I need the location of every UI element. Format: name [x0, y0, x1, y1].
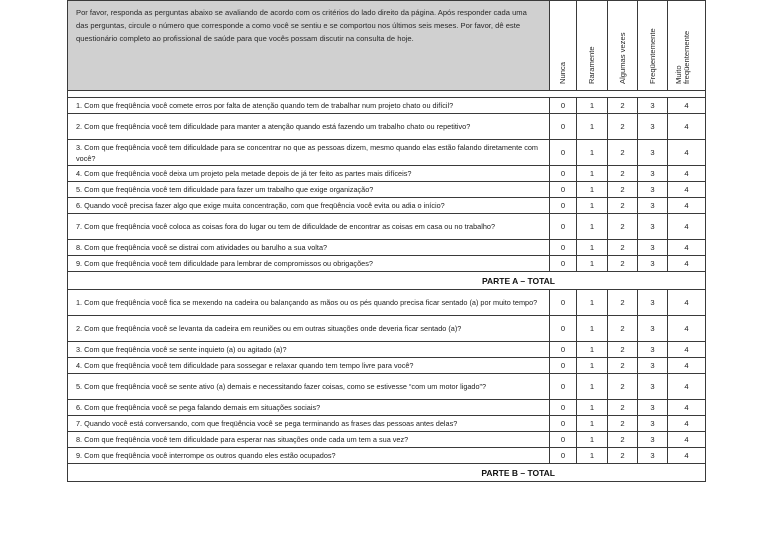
score-option-4[interactable]: 4	[668, 416, 706, 432]
score-option-1[interactable]: 1	[577, 240, 608, 256]
question-row	[68, 114, 706, 140]
score-option-2[interactable]: 2	[608, 400, 638, 416]
question-text: 1. Com que freqüência você fica se mexendo na cadeira ou balançando as mãos ou os pés quando precisa ficar sentado (a) por muito tempo?	[68, 290, 550, 316]
score-option-0[interactable]: 0	[550, 448, 577, 464]
score-option-1[interactable]: 1	[577, 140, 608, 166]
question-text: 3. Com que freqüência você se sente inquieto (a) ou agitado (a)?	[68, 342, 550, 358]
instructions-text: Por favor, responda as perguntas abaixo se avaliando de acordo com os critérios do lado direito da página. Após responder cada uma das perguntas, circule o número que corresponde a como você se sentiu e se comportou nos últimos seis meses. Por favor, dê este questionário completo ao profissional de saúde para que vocês possam discutir na consulta de hoje.	[68, 1, 550, 91]
score-option-2[interactable]: 2	[608, 342, 638, 358]
score-option-0[interactable]: 0	[550, 416, 577, 432]
score-option-4[interactable]: 4	[668, 448, 706, 464]
score-option-4[interactable]: 4	[668, 114, 706, 140]
question-row	[68, 166, 706, 182]
header-row	[68, 1, 706, 91]
score-option-4[interactable]: 4	[668, 342, 706, 358]
score-option-3[interactable]: 3	[638, 182, 668, 198]
question-text: 9. Com que freqüência você interrompe os outros quando eles estão ocupados?	[68, 448, 550, 464]
score-option-4[interactable]: 4	[668, 256, 706, 272]
question-text: 2. Com que freqüência você se levanta da cadeira em reuniões ou em outras situações onde deveria ficar sentado (a)?	[68, 316, 550, 342]
header-label: Raramente	[587, 46, 596, 84]
score-option-3[interactable]: 3	[638, 256, 668, 272]
score-option-3[interactable]: 3	[638, 98, 668, 114]
score-option-2[interactable]: 2	[608, 416, 638, 432]
score-option-4[interactable]: 4	[668, 198, 706, 214]
score-option-3[interactable]: 3	[638, 166, 668, 182]
score-option-2[interactable]: 2	[608, 448, 638, 464]
question-row	[68, 400, 706, 416]
question-row	[68, 290, 706, 316]
score-option-2[interactable]: 2	[608, 98, 638, 114]
part-total-row	[68, 272, 706, 290]
header-label: Muito freqüentemente	[673, 30, 691, 84]
question-text: 5. Com que freqüência você se sente ativo (a) demais e necessitando fazer coisas, como se estivesse “com um motor ligado”?	[68, 374, 550, 400]
score-option-2[interactable]: 2	[608, 256, 638, 272]
score-option-1[interactable]: 1	[577, 214, 608, 240]
score-option-3[interactable]: 3	[638, 240, 668, 256]
score-option-0[interactable]: 0	[550, 432, 577, 448]
score-option-3[interactable]: 3	[638, 214, 668, 240]
score-option-3[interactable]: 3	[638, 140, 668, 166]
header-often	[638, 1, 668, 91]
question-text: 8. Com que freqüência você tem dificuldade para esperar nas situações onde cada um tem a sua vez?	[68, 432, 550, 448]
score-option-1[interactable]: 1	[577, 342, 608, 358]
score-option-1[interactable]: 1	[577, 316, 608, 342]
score-option-0[interactable]: 0	[550, 316, 577, 342]
score-option-0[interactable]: 0	[550, 290, 577, 316]
question-text: 6. Quando você precisa fazer algo que exige muita concentração, com que freqüência você evita ou adia o início?	[68, 198, 550, 214]
question-row	[68, 98, 706, 114]
question-row	[68, 240, 706, 256]
score-option-3[interactable]: 3	[638, 400, 668, 416]
score-option-2[interactable]: 2	[608, 358, 638, 374]
score-option-2[interactable]: 2	[608, 240, 638, 256]
question-row	[68, 214, 706, 240]
score-option-3[interactable]: 3	[638, 198, 668, 214]
score-option-3[interactable]: 3	[638, 448, 668, 464]
score-option-1[interactable]: 1	[577, 98, 608, 114]
score-option-4[interactable]: 4	[668, 98, 706, 114]
question-text: 2. Com que freqüência você tem dificuldade para manter a atenção quando está fazendo um trabalho chato ou repetitivo?	[68, 114, 550, 140]
header-label: Freqüentemente	[647, 28, 657, 84]
score-option-2[interactable]: 2	[608, 374, 638, 400]
header-never	[550, 1, 577, 91]
score-option-2[interactable]: 2	[608, 114, 638, 140]
score-option-1[interactable]: 1	[577, 114, 608, 140]
question-text: 7. Quando você está conversando, com que freqüência você se pega terminando as frases das pessoas antes delas?	[68, 416, 550, 432]
score-option-3[interactable]: 3	[638, 416, 668, 432]
question-row	[68, 198, 706, 214]
score-option-1[interactable]: 1	[577, 416, 608, 432]
header-rarely	[577, 1, 608, 91]
score-option-1[interactable]: 1	[577, 400, 608, 416]
question-row	[68, 342, 706, 358]
score-option-1[interactable]: 1	[577, 374, 608, 400]
question-text: 9. Com que freqüência você tem dificuldade para lembrar de compromissos ou obrigações?	[68, 256, 550, 272]
score-option-0[interactable]: 0	[550, 358, 577, 374]
score-option-1[interactable]: 1	[577, 256, 608, 272]
score-option-3[interactable]: 3	[638, 316, 668, 342]
score-option-2[interactable]: 2	[608, 432, 638, 448]
score-option-2[interactable]: 2	[608, 290, 638, 316]
score-option-2[interactable]: 2	[608, 182, 638, 198]
score-option-1[interactable]: 1	[577, 358, 608, 374]
questionnaire-table	[67, 0, 706, 482]
score-option-1[interactable]: 1	[577, 198, 608, 214]
score-option-1[interactable]: 1	[577, 290, 608, 316]
score-option-4[interactable]: 4	[668, 374, 706, 400]
score-option-0[interactable]: 0	[550, 400, 577, 416]
part-total-row	[68, 464, 706, 482]
score-option-4[interactable]: 4	[668, 214, 706, 240]
score-option-4[interactable]: 4	[668, 140, 706, 166]
question-text: 5. Com que freqüência você tem dificuldade para fazer um trabalho que exige organização?	[68, 182, 550, 198]
score-option-0[interactable]: 0	[550, 214, 577, 240]
score-option-2[interactable]: 2	[608, 140, 638, 166]
score-option-1[interactable]: 1	[577, 448, 608, 464]
question-row	[68, 316, 706, 342]
score-option-0[interactable]: 0	[550, 114, 577, 140]
score-option-1[interactable]: 1	[577, 432, 608, 448]
part-total-label: PARTE A – TOTAL	[68, 272, 706, 290]
score-option-0[interactable]: 0	[550, 342, 577, 358]
score-option-4[interactable]: 4	[668, 432, 706, 448]
score-option-4[interactable]: 4	[668, 290, 706, 316]
score-option-4[interactable]: 4	[668, 166, 706, 182]
question-text: 7. Com que freqüência você coloca as coisas fora do lugar ou tem de dificuldade de encontrar as coisas em casa ou no trabalho?	[68, 214, 550, 240]
score-option-2[interactable]: 2	[608, 198, 638, 214]
score-option-1[interactable]: 1	[577, 166, 608, 182]
header-label: Algumas vezes	[617, 32, 627, 84]
header-sometimes	[608, 1, 638, 91]
question-row	[68, 432, 706, 448]
score-option-0[interactable]: 0	[550, 140, 577, 166]
score-option-4[interactable]: 4	[668, 358, 706, 374]
question-text: 1. Com que freqüência você comete erros por falta de atenção quando tem de trabalhar num projeto chato ou difícil?	[68, 98, 550, 114]
question-row	[68, 182, 706, 198]
score-option-3[interactable]: 3	[638, 432, 668, 448]
score-option-4[interactable]: 4	[668, 182, 706, 198]
score-option-3[interactable]: 3	[638, 342, 668, 358]
question-row	[68, 416, 706, 432]
score-option-4[interactable]: 4	[668, 240, 706, 256]
score-option-1[interactable]: 1	[577, 182, 608, 198]
score-option-0[interactable]: 0	[550, 98, 577, 114]
score-option-3[interactable]: 3	[638, 374, 668, 400]
question-row	[68, 448, 706, 464]
score-option-0[interactable]: 0	[550, 166, 577, 182]
question-row	[68, 256, 706, 272]
score-option-2[interactable]: 2	[608, 214, 638, 240]
score-option-3[interactable]: 3	[638, 114, 668, 140]
question-text: 4. Com que freqüência você deixa um projeto pela metade depois de já ter feito as partes mais difíceis?	[68, 166, 550, 182]
score-option-0[interactable]: 0	[550, 240, 577, 256]
asrs-questionnaire	[67, 0, 705, 543]
question-text: 8. Com que freqüência você se distrai com atividades ou barulho a sua volta?	[68, 240, 550, 256]
header-label: Nunca	[558, 62, 567, 84]
score-option-0[interactable]: 0	[550, 374, 577, 400]
part-total-label: PARTE B – TOTAL	[68, 464, 706, 482]
question-text: 3. Com que freqüência você tem dificuldade para se concentrar no que as pessoas dizem, mesmo quando elas estão falando diretamente com você?	[68, 140, 550, 166]
score-option-2[interactable]: 2	[608, 166, 638, 182]
question-row	[68, 358, 706, 374]
score-option-0[interactable]: 0	[550, 256, 577, 272]
score-option-0[interactable]: 0	[550, 198, 577, 214]
question-text: 4. Com que freqüência você tem dificuldade para sossegar e relaxar quando tem tempo livre para você?	[68, 358, 550, 374]
score-option-0[interactable]: 0	[550, 182, 577, 198]
question-row	[68, 374, 706, 400]
question-text: 6. Com que freqüência você se pega falando demais em situações sociais?	[68, 400, 550, 416]
score-option-3[interactable]: 3	[638, 290, 668, 316]
header-very-often	[668, 1, 706, 91]
score-option-4[interactable]: 4	[668, 400, 706, 416]
question-row	[68, 140, 706, 166]
score-option-3[interactable]: 3	[638, 358, 668, 374]
score-option-4[interactable]: 4	[668, 316, 706, 342]
score-option-2[interactable]: 2	[608, 316, 638, 342]
